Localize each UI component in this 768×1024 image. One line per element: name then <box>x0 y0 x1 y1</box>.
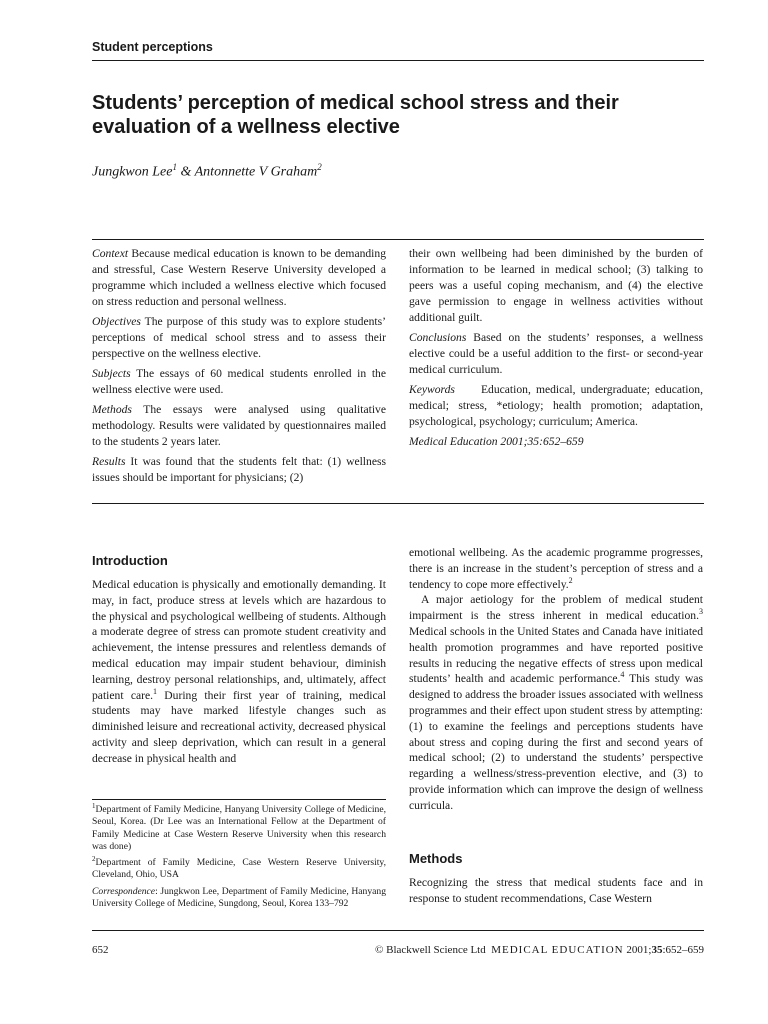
author-2-name: Antonnette V Graham <box>194 164 318 180</box>
intro-p1-text-b: During their first year of training, medical students may have marked lifestyle changes such as diminished leisure and recreational activity, decreased physical activity and sleep deprivation, which can result in a general decrease in physical health and <box>92 688 386 765</box>
author-2-affiliation-marker: 2 <box>317 162 322 172</box>
journal-pages: :652–659 <box>662 944 704 956</box>
footer-journal-info <box>375 944 704 956</box>
methods-column <box>409 875 703 907</box>
intro-p2-text-a: A major aetiology for the problem of medical student impairment is the stress inherent in medical education. <box>409 593 703 623</box>
objectives-text: The purpose of this study was to explore students’ perceptions of medical school stress and to assess their perspective on the wellness elective. <box>92 315 386 360</box>
running-head: Student perceptions <box>92 40 213 54</box>
article-title: Students’ perception of medical school stress and their evaluation of a wellness elective <box>92 92 619 138</box>
methods-text: The essays were analysed using qualitative methodology. Results were validated by questionnaires mailed to the students 2 years later. <box>92 403 386 448</box>
top-rule <box>92 60 704 61</box>
intro-p1-text-a: Medical education is physically and emotionally demanding. It may, in fact, produce stress at levels which are hazardous to the physical and psychological wellbeing of students. Although a moderate degree of stress can promote student creativity and achievement, the intense pressures and relentless demands of medical education may impair student behaviour, diminish learning, destroy personal relationships, and, ultimately, affect patient care. <box>92 578 386 702</box>
footnote-correspondence <box>92 886 386 911</box>
abstract-results-continued: their own wellbeing had been diminished by the burden of information to be learned in medical school; (3) talking to peers was a useful coping mechanism, and (4) the elective gave permission to engage in wellness activities without additional guilt. <box>409 247 703 324</box>
results-label: Results <box>92 455 126 468</box>
conclusions-text: Based on the students’ responses, a wellness elective could be a useful addition to the first- or second-year medical curriculum. <box>409 331 703 376</box>
footnote-1-text: Department of Family Medicine, Hanyang University College of Medicine, Seoul, Korea. (Dr Lee was an International Fellow at the Department of Family Medicine at Case Western Reserve University when this research was done) <box>92 804 386 852</box>
page-number: 652 <box>92 944 109 956</box>
introduction-left-column <box>92 577 386 767</box>
results-text: It was found that the students felt that: (1) wellness issues should be important for physicians; (2) <box>92 455 386 484</box>
reference-2: 2 <box>568 575 573 585</box>
footnotes <box>92 801 386 914</box>
introduction-paragraph-2 <box>409 592 703 813</box>
abstract-context <box>92 246 386 310</box>
introduction-right-column <box>409 545 703 814</box>
subjects-text: The essays of 60 medical students enrolled in the wellness elective were used. <box>92 367 386 396</box>
abstract-right-column <box>409 246 703 454</box>
abstract-objectives <box>92 314 386 362</box>
methods-paragraph-1: Recognizing the stress that medical students face and in response to student recommendations, Case Western <box>409 876 703 905</box>
reference-3: 3 <box>699 607 703 617</box>
keywords-text: Education, medical, undergraduate; education, medical; stress, *etiology; health promotion; adaptation, psychological, psychology; curriculum; America. <box>409 383 703 428</box>
abstract-conclusions <box>409 330 703 378</box>
footnote-affiliation-2 <box>92 857 386 882</box>
methods-heading: Methods <box>409 851 463 866</box>
author-line <box>92 162 322 181</box>
author-1-affiliation-marker: 1 <box>172 162 177 172</box>
conclusions-label: Conclusions <box>409 331 467 344</box>
footnote-affiliation-1 <box>92 801 386 853</box>
journal-year: 2001; <box>623 944 652 956</box>
correspondence-label: Correspondence <box>92 885 156 897</box>
abstract-citation: Medical Education 2001;35:652–659 <box>409 435 584 448</box>
introduction-heading: Introduction <box>92 553 168 568</box>
footer-rule <box>92 930 704 931</box>
abstract-subjects <box>92 366 386 398</box>
author-1-name: Jungkwon Lee <box>92 164 173 180</box>
journal-volume: 35 <box>651 944 663 956</box>
intro-p1-text-c: emotional wellbeing. As the academic programme progresses, there is an increase in the student’s perception of stress and a tendency to cope more effectively. <box>409 546 703 591</box>
footnote-rule <box>92 799 386 800</box>
reference-4: 4 <box>620 670 625 680</box>
abstract-results <box>92 454 386 486</box>
reference-1: 1 <box>153 686 158 696</box>
methods-label: Methods <box>92 403 132 416</box>
introduction-paragraph-1 <box>92 577 386 767</box>
journal-name: MEDICAL EDUCATION <box>491 944 624 956</box>
context-text: Because medical education is known to be demanding and stressful, Case Western Reserve University developed a programme which included a wellness elective which focused on stress reduction and personal wellness. <box>92 247 386 308</box>
intro-p2-text-b: Medical schools in the United States and Canada have initiated health promotion programmes and have reported positive results in reducing the negative effects of stress upon medical students’ health and academic performance. <box>409 624 703 686</box>
correspondence-text: : Jungkwon Lee, Department of Family Medicine, Hanyang University College of Medicine, Sungdong, Seoul, Korea 133–792 <box>92 885 386 910</box>
copyright: © Blackwell Science Ltd <box>375 944 486 956</box>
abstract-left-column <box>92 246 386 490</box>
intro-p2-text-c: This study was designed to address the broader issues associated with wellness programmes and their effect upon student stress by attempting: (1) to examine the feelings and perceptions students have about stress and coping during the first and second years of medical school; (2) to understand the students’ perspective regarding a wellness/stress-prevention elective, and (3) to provide information which can improve the design of wellness curricula. <box>409 672 703 812</box>
abstract-methods <box>92 402 386 450</box>
footnote-1-marker: 1 <box>92 801 96 810</box>
objectives-label: Objectives <box>92 315 141 328</box>
footnote-2-marker: 2 <box>92 855 96 863</box>
footnote-2-text: Department of Family Medicine, Case Western Reserve University, Cleveland, Ohio, USA <box>92 857 386 881</box>
abstract-bottom-rule <box>92 503 704 504</box>
subjects-label: Subjects <box>92 367 131 380</box>
author-separator: & <box>176 164 195 180</box>
context-label: Context <box>92 247 129 260</box>
abstract-keywords <box>409 382 703 430</box>
keywords-label: Keywords <box>409 383 455 396</box>
abstract-top-rule <box>92 239 704 240</box>
introduction-paragraph-1-continued <box>409 545 703 592</box>
